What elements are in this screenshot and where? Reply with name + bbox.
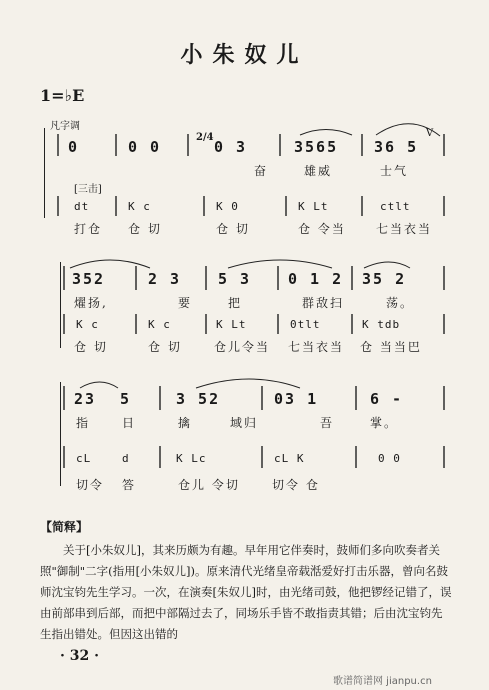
percussion-measure: K 0 [216,200,239,213]
lyric: 掌。 [370,416,399,430]
mode-label: 凡字调 [50,121,80,132]
percussion-text: 七当衣当 [376,222,433,236]
accent-mark: V [426,128,434,139]
melody-measure: 3565 [294,138,339,156]
melody-measure: 6 - [370,390,404,408]
percussion-text: 七当衣当 [288,340,345,354]
melody-measure: 5 [120,390,132,408]
page-number: · 32 · [60,648,99,664]
time-signature: 2/4 [196,132,214,143]
percussion-label: [三击] [74,184,102,195]
percussion-measure: K c [148,318,171,331]
percussion-measure: K Lc [176,452,207,465]
lyric: 域归 [230,416,259,430]
percussion-measure: ctlt [380,200,411,213]
melody-measure: 352 [72,270,106,288]
lyric: 士气 [380,164,409,178]
melody-measure: 35 2 [362,270,407,288]
lyric: 指 [76,416,91,430]
lyric: 荡。 [386,296,415,310]
percussion-measure: K c [76,318,99,331]
percussion-measure: K tdb [362,318,401,331]
melody-measure: 2 3 [148,270,182,288]
watermark: 歌谱简谱网 jianpu.cn [333,676,432,687]
lyric: 吾 [320,416,335,430]
lyric: 雄威 [304,164,333,178]
percussion-measure: 0tlt [290,318,321,331]
percussion-text: 仓 切 [216,222,250,236]
melody-measure: 23 [74,390,97,408]
percussion-text: 答 [122,478,137,492]
lyric: 日 [122,416,137,430]
percussion-measure: K Lt [298,200,329,213]
percussion-text: 仓儿令当 [214,340,271,354]
melody-measure: 0 [68,138,80,156]
percussion-text: 切令 [76,478,105,492]
percussion-measure: dt [74,200,90,213]
note-paragraph: 关于[小朱奴儿]，其来历颇为有趣。早年用它伴奏时，鼓师们多向吹奏者关照"御制"二字(指用[小朱奴儿])。原来清代光绪皇帝载湉爱好打击乐器，曾向名鼓师沈宝钧先生学习。一次，在演奏[朱奴儿]时，由光绪司鼓，他把锣经记错了，误由前部串到后部，而把中部隔过去了，同场乐手皆不敢指责其错；后由沈宝钧先生指出错处。但因这出错的 [40,543,452,641]
percussion-text: 仓 切 [128,222,162,236]
percussion-text: 仓 令当 [298,222,346,236]
melody-measure: 0 0 [128,138,162,156]
lyric: 燿扬, [74,296,108,310]
percussion-measure: K Lt [216,318,247,331]
percussion-text: 切令 仓 [272,478,320,492]
lyric: 要 [178,296,193,310]
percussion-measure: cL K [274,452,305,465]
percussion-text: 打仓 [74,222,103,236]
melody-measure: 3 52 [176,390,221,408]
percussion-measure: d [122,452,130,465]
percussion-measure: 0 0 [378,452,401,465]
note-heading: 【简释】 [40,520,89,534]
melody-measure: 0 3 [214,138,248,156]
lyric: 擒 [178,416,193,430]
lyric: 群敌扫 [302,296,345,310]
melody-measure: 0 1 2 [288,270,344,288]
lyric: 奋 [254,164,269,178]
percussion-text: 仓儿 令切 [178,478,240,492]
percussion-measure: K c [128,200,151,213]
melody-measure: 03 1 [274,390,319,408]
lyric: 把 [228,296,243,310]
melody-measure: 36 5 [374,138,419,156]
percussion-text: 仓 当当巴 [360,340,422,354]
percussion-text: 仓 切 [74,340,108,354]
key-signature: 1=♭E [40,86,85,105]
percussion-measure: cL [76,452,92,465]
percussion-text: 仓 切 [148,340,182,354]
song-title: 小朱奴儿 [180,42,309,68]
melody-measure: 5 3 [218,270,252,288]
